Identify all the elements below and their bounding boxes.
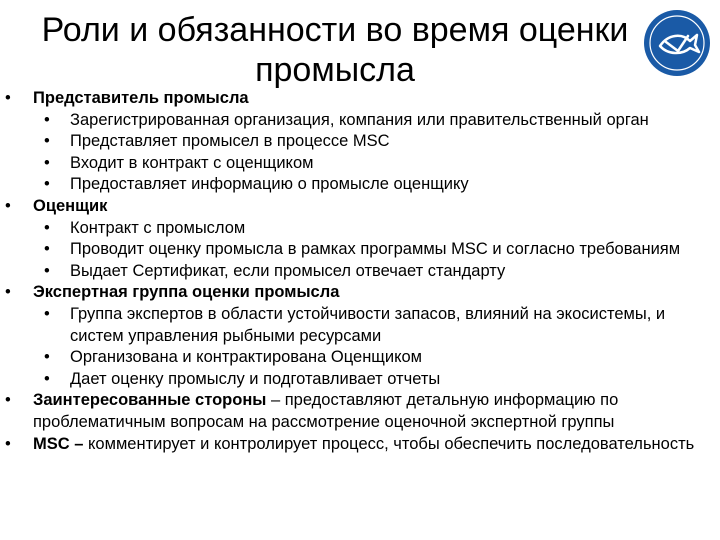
sub-list-item (0, 261, 720, 283)
slide-title-line-2: промысла (255, 51, 415, 89)
bullet-icon: • (44, 132, 50, 151)
sub-item-text: Представляет промысел в процессе MSC (70, 132, 390, 151)
list-item (0, 390, 720, 433)
bullet-icon: • (5, 196, 11, 215)
sub-list-item (0, 131, 720, 153)
msc-logo-icon (642, 8, 712, 78)
list-item (0, 282, 720, 304)
item-heading: Экспертная группа оценки промысла (33, 283, 340, 302)
sub-list-item (0, 304, 720, 347)
sub-item-text: Дает оценку промыслу и подготавливает отчеты (70, 369, 441, 388)
sub-item-text: Контракт с промыслом (70, 218, 246, 237)
item-text: комментирует и контролирует процесс, чтобы обеспечить последовательность (83, 434, 695, 453)
list-item (0, 434, 720, 456)
sub-item-text: Выдает Сертификат, если промысел отвечает стандарту (70, 261, 506, 280)
sub-item-text: Входит в контракт с оценщиком (70, 153, 314, 172)
slide-title-line-1: Роли и обязанности во время оценки (41, 11, 629, 49)
sub-item-text: Проводит оценку промысла в рамках программы MSC и согласно требованиям (70, 240, 681, 259)
bullet-icon: • (5, 283, 11, 302)
sub-list-item (0, 153, 720, 175)
bullet-icon: • (44, 369, 50, 388)
bullet-icon: • (44, 218, 50, 237)
item-text: – предоставляют детальную информацию по проблематичным вопросам на рассмотрение оценочной экспертной группы (33, 391, 619, 431)
bullet-icon: • (44, 110, 50, 129)
sub-list-item (0, 369, 720, 391)
item-heading: Оценщик (33, 196, 108, 215)
sub-item-text: Предоставляет информацию о промысле оценщику (70, 175, 469, 194)
sub-item-text: Зарегистрированная организация, компания или правительственный орган (70, 110, 649, 129)
sub-list-item (0, 218, 720, 240)
list-item (0, 88, 720, 110)
bullet-icon: • (44, 175, 50, 194)
bullet-icon: • (44, 348, 50, 367)
item-heading: Представитель промысла (33, 89, 249, 107)
bullet-icon: • (44, 261, 50, 280)
sub-list-item (0, 110, 720, 132)
sub-list-item (0, 174, 720, 196)
slide-title (20, 10, 650, 90)
bullet-icon: • (44, 240, 50, 259)
bullet-list (0, 88, 720, 455)
bullet-icon: • (44, 153, 50, 172)
bullet-icon: • (5, 89, 11, 107)
sub-list-item (0, 347, 720, 369)
item-heading: MSC – (33, 434, 84, 453)
bullet-icon: • (5, 391, 11, 410)
bullet-icon: • (44, 304, 50, 323)
bullet-icon: • (5, 434, 11, 453)
sub-item-text: Организована и контрактирована Оценщиком (70, 348, 423, 367)
sub-list-item (0, 239, 720, 261)
list-item (0, 196, 720, 218)
item-heading: Заинтересованные стороны (33, 391, 267, 410)
sub-item-text: Группа экспертов в области устойчивости запасов, влияний на экосистемы, и систем управления рыбными ресурсами (70, 304, 666, 345)
